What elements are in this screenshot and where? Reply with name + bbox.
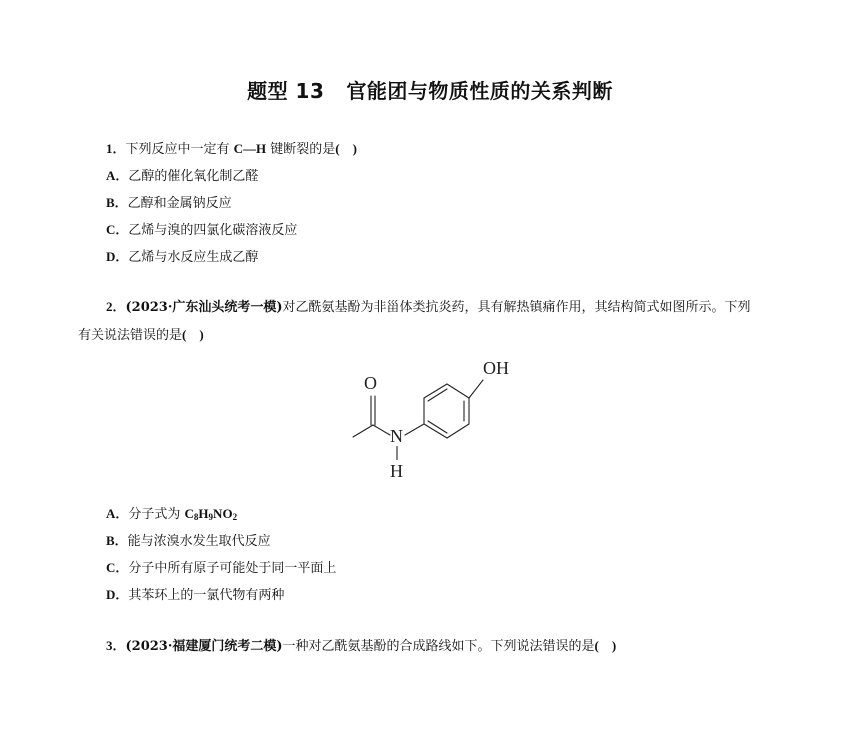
q1-stem: [106, 140, 357, 159]
option-text: 能与浓溴水发生取代反应: [127, 534, 271, 549]
hydrogen-atom-label: H: [390, 461, 403, 481]
formula-n: N: [213, 506, 223, 521]
q2-number: 2．: [106, 299, 126, 314]
option-label: B．: [106, 195, 128, 210]
q3-stem-text: 一种对乙酰氨基酚的合成路线如下。下列说法错误的是: [282, 639, 595, 654]
formula-c: C: [184, 506, 194, 521]
option-label: C．: [106, 222, 129, 237]
q1-bond: C—H: [233, 141, 267, 156]
acetaminophen-structure: [345, 352, 525, 484]
q2-option-c: [106, 559, 336, 578]
formula-h-count: 9: [208, 512, 214, 522]
option-label: B．: [106, 533, 128, 548]
option-text: 乙烯与水反应生成乙醇: [128, 250, 259, 265]
title-prefix: 题型 13: [247, 79, 325, 103]
option-text: 乙烯与溴的四氯化碳溶液反应: [128, 223, 298, 238]
q2-source: (2023·广东汕头统考一模): [125, 300, 283, 315]
formula-c-count: 8: [193, 512, 199, 522]
q2-option-d: [106, 586, 284, 605]
nitrogen-atom-label: N: [390, 426, 403, 446]
option-text: 其苯环上的一氯代物有两种: [128, 588, 285, 603]
q1-stem-a: 下列反应中一定有: [125, 142, 234, 157]
q1-option-b: [106, 194, 232, 213]
q2-stem-text-2: 有关说法错误的是: [78, 328, 183, 343]
q3-stem: [106, 637, 616, 656]
formula-o: O: [222, 506, 233, 521]
option-label: C．: [106, 560, 129, 575]
hydroxyl-group-label: OH: [483, 358, 509, 378]
q1-option-a: [106, 167, 258, 186]
q2-stem-text: 对乙酰氨基酚为非甾体类抗炎药，具有解热镇痛作用，其结构简式如图所示。下列: [282, 300, 751, 315]
option-text: 分子中所有原子可能处于同一平面上: [128, 561, 337, 576]
q1-option-c: [106, 221, 297, 240]
q2-option-a: [106, 505, 237, 524]
option-label: D．: [106, 249, 129, 264]
oxygen-atom-label: O: [364, 373, 377, 393]
q1-stem-b: 键断裂的是: [266, 142, 336, 157]
q2-stem-line1: [106, 298, 751, 317]
option-text: 分子式为: [128, 507, 185, 522]
option-label: A．: [106, 168, 129, 183]
page-title: [0, 75, 860, 104]
option-label: D．: [106, 587, 129, 602]
molecular-formula: [185, 506, 238, 521]
q2-stem-line2: [78, 326, 204, 345]
option-label: A．: [106, 506, 129, 521]
q2-answer-paren: ( ): [182, 327, 204, 342]
title-main: 官能团与物质性质的关系判断: [346, 79, 613, 103]
q2-option-b: [106, 532, 271, 551]
q1-answer-paren: ( ): [335, 141, 357, 156]
q3-number: 3．: [106, 638, 126, 653]
q3-answer-paren: ( ): [594, 638, 617, 653]
q1-option-d: [106, 248, 258, 267]
formula-h: H: [198, 506, 209, 521]
q1-number: 1．: [106, 141, 126, 156]
q3-source: (2023·福建厦门统考二模): [125, 639, 283, 654]
option-text: 乙醇的催化氧化制乙醛: [128, 169, 259, 184]
formula-o-count: 2: [232, 512, 238, 522]
option-text: 乙醇和金属钠反应: [127, 196, 232, 211]
